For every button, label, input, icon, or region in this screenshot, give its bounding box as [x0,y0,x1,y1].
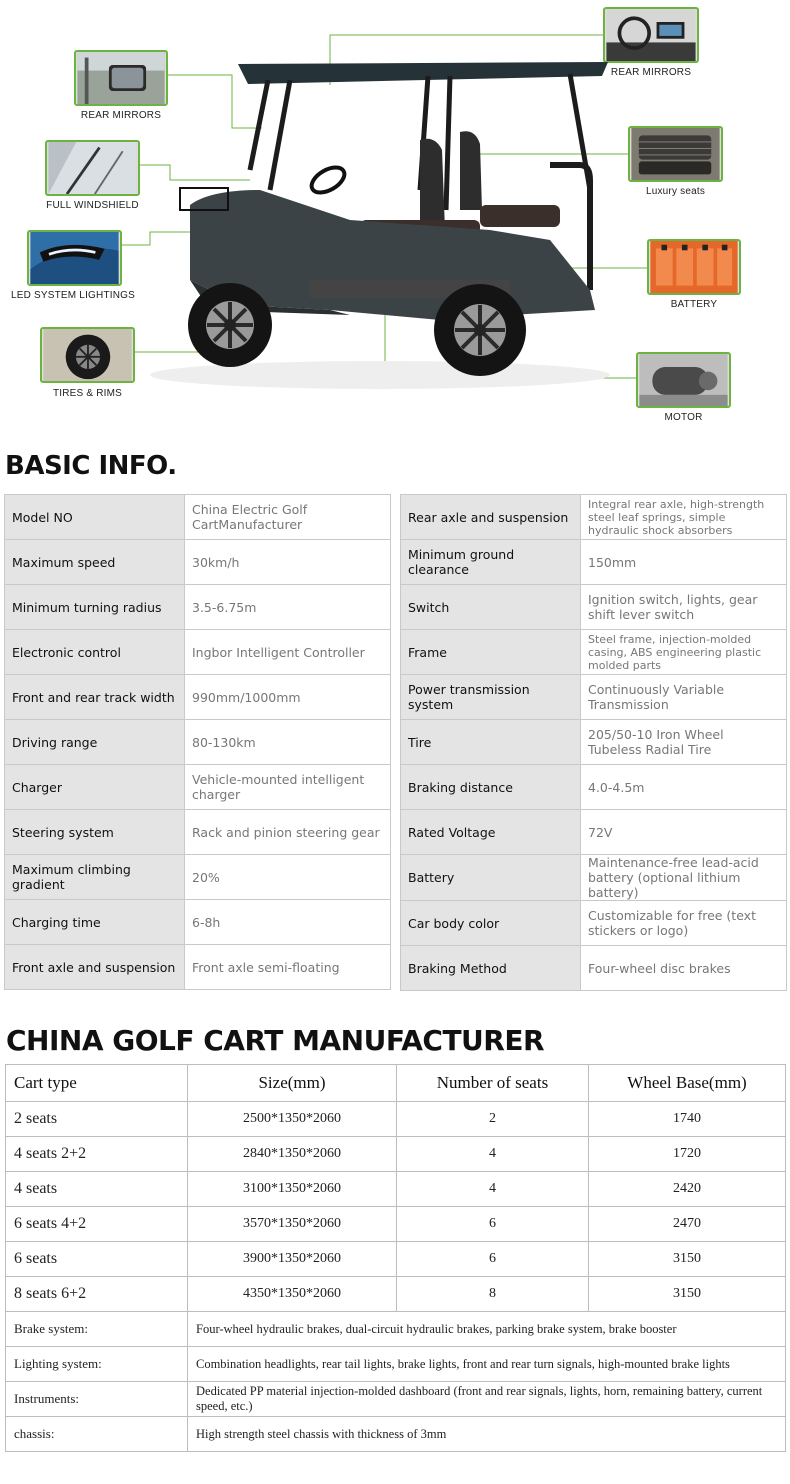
cart-type-cell: 8 seats 6+2 [6,1277,188,1312]
spec-value: 30km/h [185,540,391,585]
spec-row [5,945,391,990]
feature-value: Dedicated PP material injection-molded dashboard (front and rear signals, lights, horn, remaining battery, current speed, etc.) [188,1382,786,1417]
spec-key: Rated Voltage [401,810,581,855]
spec-key: Minimum turning radius [5,585,185,630]
spec-row [5,720,391,765]
spec-value: Continuously Variable Transmission [581,675,787,720]
spec-row [401,946,787,991]
spec-value: Ingbor Intelligent Controller [185,630,391,675]
spec-value: 990mm/1000mm [185,675,391,720]
column-header: Size(mm) [188,1065,397,1102]
size-cell: 3570*1350*2060 [188,1207,397,1242]
full-windshield-label: FULL WINDSHIELD [46,200,139,211]
spec-value: Steel frame, injection-molded casing, ABS engineering plastic molded parts [581,630,787,675]
rear-wheel [434,284,526,376]
size-cell: 3100*1350*2060 [188,1172,397,1207]
table-row [6,1172,786,1207]
basic-info-table-right [400,494,787,991]
spec-key: Frame [401,630,581,675]
basic-info-heading: BASIC INFO. [5,451,177,481]
spec-row [5,855,391,900]
feature-key: Instruments: [6,1382,188,1417]
wheelbase-cell: 1740 [589,1102,786,1137]
spec-value: 4.0-4.5m [581,765,787,810]
feature-row [6,1347,786,1382]
feature-key: Lighting system: [6,1347,188,1382]
spec-row [401,495,787,540]
seats-cell: 4 [397,1172,589,1207]
spec-row [5,765,391,810]
cart-type-cell: 6 seats [6,1242,188,1277]
spec-row [401,630,787,675]
wheelbase-cell: 3150 [589,1277,786,1312]
spec-key: Car body color [401,901,581,946]
seats-cell: 2 [397,1102,589,1137]
luxury-seats-thumb [628,126,723,182]
rear-mirrors-label: REAR MIRRORS [80,110,162,121]
spec-value: Vehicle-mounted intelligent charger [185,765,391,810]
feature-key: chassis: [6,1417,188,1452]
feature-row [6,1312,786,1347]
column-header: Number of seats [397,1065,589,1102]
seats-cell: 4 [397,1137,589,1172]
spec-key: Electronic control [5,630,185,675]
spec-value: Integral rear axle, high-strength steel leaf springs, simple hydraulic shock absorbers [581,495,787,540]
spec-row [5,540,391,585]
battery-label: BATTERY [670,299,718,310]
seats-cell: 6 [397,1242,589,1277]
luxury-seats-label: Luxury seats [645,186,706,197]
spec-value: 3.5-6.75m [185,585,391,630]
cart-models-table [5,1064,786,1452]
feature-value: Four-wheel hydraulic brakes, dual-circuit hydraulic brakes, parking brake system, brake booster [188,1312,786,1347]
size-cell: 3900*1350*2060 [188,1242,397,1277]
spec-value: Rack and pinion steering gear [185,810,391,855]
spec-row [5,585,391,630]
spec-key: Power transmission system [401,675,581,720]
cart-type-cell: 4 seats [6,1172,188,1207]
spec-row [5,900,391,945]
spec-key: Tire [401,720,581,765]
spec-key: Minimum ground clearance [401,540,581,585]
feature-key: Brake system: [6,1312,188,1347]
table-row [6,1137,786,1172]
table-row [6,1102,786,1137]
spec-row [401,765,787,810]
spec-value: 150mm [581,540,787,585]
table-header-row [6,1065,786,1102]
full-windshield-thumb [45,140,140,196]
spec-value: 20% [185,855,391,900]
spec-key: Rear axle and suspension [401,495,581,540]
spec-key: Model NO [5,495,185,540]
product-hero [0,0,790,440]
spec-value: 6-8h [185,900,391,945]
spec-key: Driving range [5,720,185,765]
golf-cart-image [150,40,620,400]
led-lighting-thumb [27,230,122,286]
wheelbase-cell: 1720 [589,1137,786,1172]
spec-value: 72V [581,810,787,855]
spec-key: Maximum speed [5,540,185,585]
spec-row [401,901,787,946]
wheelbase-cell: 2470 [589,1207,786,1242]
spec-value: Customizable for free (text stickers or logo) [581,901,787,946]
size-cell: 2500*1350*2060 [188,1102,397,1137]
feature-row [6,1417,786,1452]
wheelbase-cell: 3150 [589,1242,786,1277]
spec-row [401,720,787,765]
battery-thumb [647,239,741,295]
spec-row [5,630,391,675]
column-header: Wheel Base(mm) [589,1065,786,1102]
spec-key: Front axle and suspension [5,945,185,990]
table-row [6,1242,786,1277]
spec-key: Switch [401,585,581,630]
spec-value: 205/50-10 Iron Wheel Tubeless Radial Tire [581,720,787,765]
spec-value: 80-130km [185,720,391,765]
spec-row [401,675,787,720]
tires-rims-thumb [40,327,135,383]
spec-value: Front axle semi-floating [185,945,391,990]
table-row [6,1207,786,1242]
spec-value: Maintenance-free lead-acid battery (optional lithium battery) [581,855,787,901]
spec-key: Charger [5,765,185,810]
basic-info-table-left [4,494,391,990]
column-header: Cart type [6,1065,188,1102]
manufacturer-heading: CHINA GOLF CART MANUFACTURER [6,1024,545,1057]
led-lighting-label: LED SYSTEM LIGHTINGS [10,290,136,301]
cart-type-cell: 2 seats [6,1102,188,1137]
seats-cell: 6 [397,1207,589,1242]
motor-thumb [636,352,731,408]
spec-key: Braking distance [401,765,581,810]
spec-key: Front and rear track width [5,675,185,720]
spec-key: Maximum climbing gradient [5,855,185,900]
wheelbase-cell: 2420 [589,1172,786,1207]
cart-type-cell: 6 seats 4+2 [6,1207,188,1242]
spec-key: Battery [401,855,581,901]
spec-key: Steering system [5,810,185,855]
spec-row [401,585,787,630]
spec-row [5,810,391,855]
size-cell: 2840*1350*2060 [188,1137,397,1172]
rear-mirrors-right-label: REAR MIRRORS [610,67,692,78]
spec-key: Braking Method [401,946,581,991]
table-row [6,1277,786,1312]
spec-value: Ignition switch, lights, gear shift lever switch [581,585,787,630]
spec-value: China Electric Golf CartManufacturer [185,495,391,540]
spec-key: Charging time [5,900,185,945]
front-wheel [188,283,272,367]
spec-row [401,810,787,855]
seats-cell: 8 [397,1277,589,1312]
feature-value: Combination headlights, rear tail lights, brake lights, front and rear turn signals, high-mounted brake lights [188,1347,786,1382]
spec-value: Four-wheel disc brakes [581,946,787,991]
spec-row [5,495,391,540]
spec-row [401,540,787,585]
motor-label: MOTOR [664,412,703,423]
spec-row [401,855,787,901]
feature-value: High strength steel chassis with thickness of 3mm [188,1417,786,1452]
size-cell: 4350*1350*2060 [188,1277,397,1312]
cart-type-cell: 4 seats 2+2 [6,1137,188,1172]
feature-row [6,1382,786,1417]
spec-row [5,675,391,720]
tires-rims-label: TIRES & RIMS [52,388,123,399]
